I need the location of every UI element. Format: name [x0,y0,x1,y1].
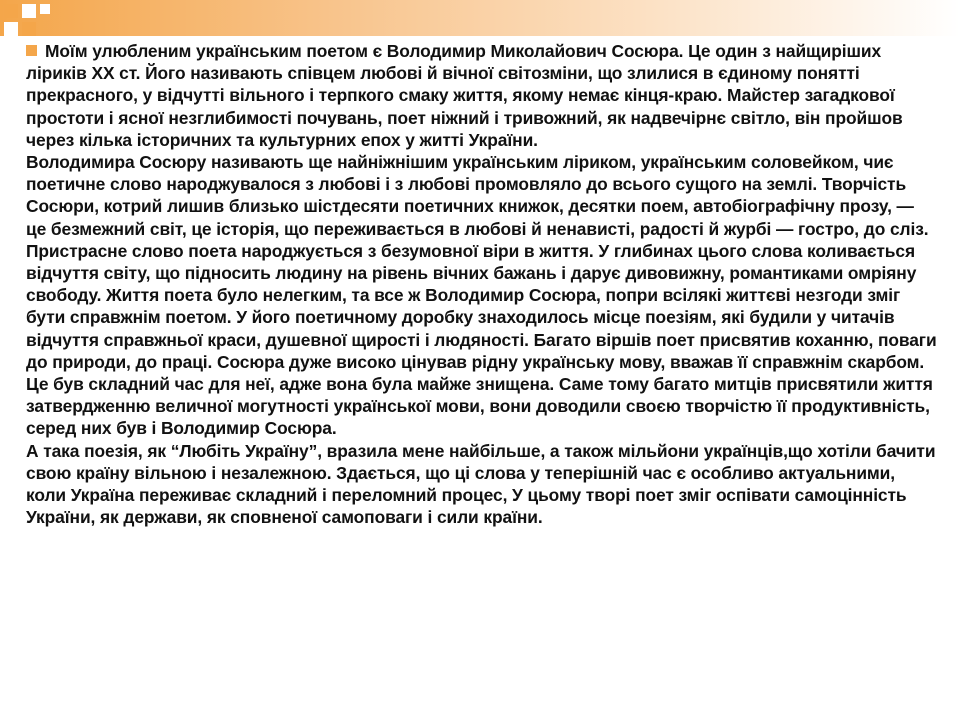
paragraph-text: Моїм улюбленим українським поетом є Володимир Миколайович Сосюра. Це один з найщиріших ліриків XX ст. Його називають співцем любові й вічної світозміни, що злилися в єдиному понятті прекрасного, у відчутті вільного і терпкого смаку життя, якому немає кінця-краю. Майстер загадкової простоти і ясної незглибимості почувань, поет ніжний і тривожний, як надвечірнє світло, він пройшов через кілька історичних та культурних епох у житті України. [26,41,903,150]
corner-square-icon [22,22,36,36]
corner-square-icon [40,4,50,14]
corner-square-icon [22,4,36,18]
corner-square-icon [4,4,18,18]
paragraph-intro [26,40,938,151]
paragraph-conclusion: А така поезія, як “Любіть Україну”, вразила мене найбільше, а також мільйони українців,що хотіли бачити свою країну вільною і незалежною. Здається, що ці слова у теперішній час є особливо актуальними, коли Україна переживає складний і переломний процес, У цьому творі поет зміг оспівати самоцінність України, як держави, як сповненої самоповаги і сили країни. [26,440,936,528]
header-gradient-bar [0,0,960,36]
paragraph-main: Володимира Сосюру називають ще найніжнішим українським ліриком, українським соловейком, чиє поетичне слово народжувалося з любові і з любові промовляло до всього сущого на землі. Творчість Сосюри, котрий лишив близько шістдесяти поетичних книжок, десятки поем, автобіографічну прозу, — це безмежний світ, це історія, що переживається в любові й ненависті, радості й журбі — гостро, до сліз. Пристрасне слово поета народжується з безумовної віри в життя. У глибинах цього слова коливається відчуття світу, що підносить людину на рівень вічних бажань і дарує дивовижну, романтиками омріяну свободу. Життя поета було нелегким, та все ж Володимир Сосюра, попри всілякі життєві незгоди зміг бути справжнім поетом. У його поетичному доробку знаходилось місце поезіям, які будили у читачів відчуття справжньої краси, душевної щирості і людяності. Багато віршів поет присвятив коханню, поваги до природи, до праці. Сосюра дуже високо цінував рідну українську мову, вважав її справжнім скарбом. Це був складний час для неї, адже вона була майже знищена. Саме тому багато митців присвятили життя затвердженню величної могутності української мови, вони доводили своєю творчістю її продуктивність, серед них був і Володимир Сосюра. [26,152,937,439]
essay-body [26,40,938,528]
square-bullet-icon [26,45,37,56]
corner-square-icon [4,22,18,36]
